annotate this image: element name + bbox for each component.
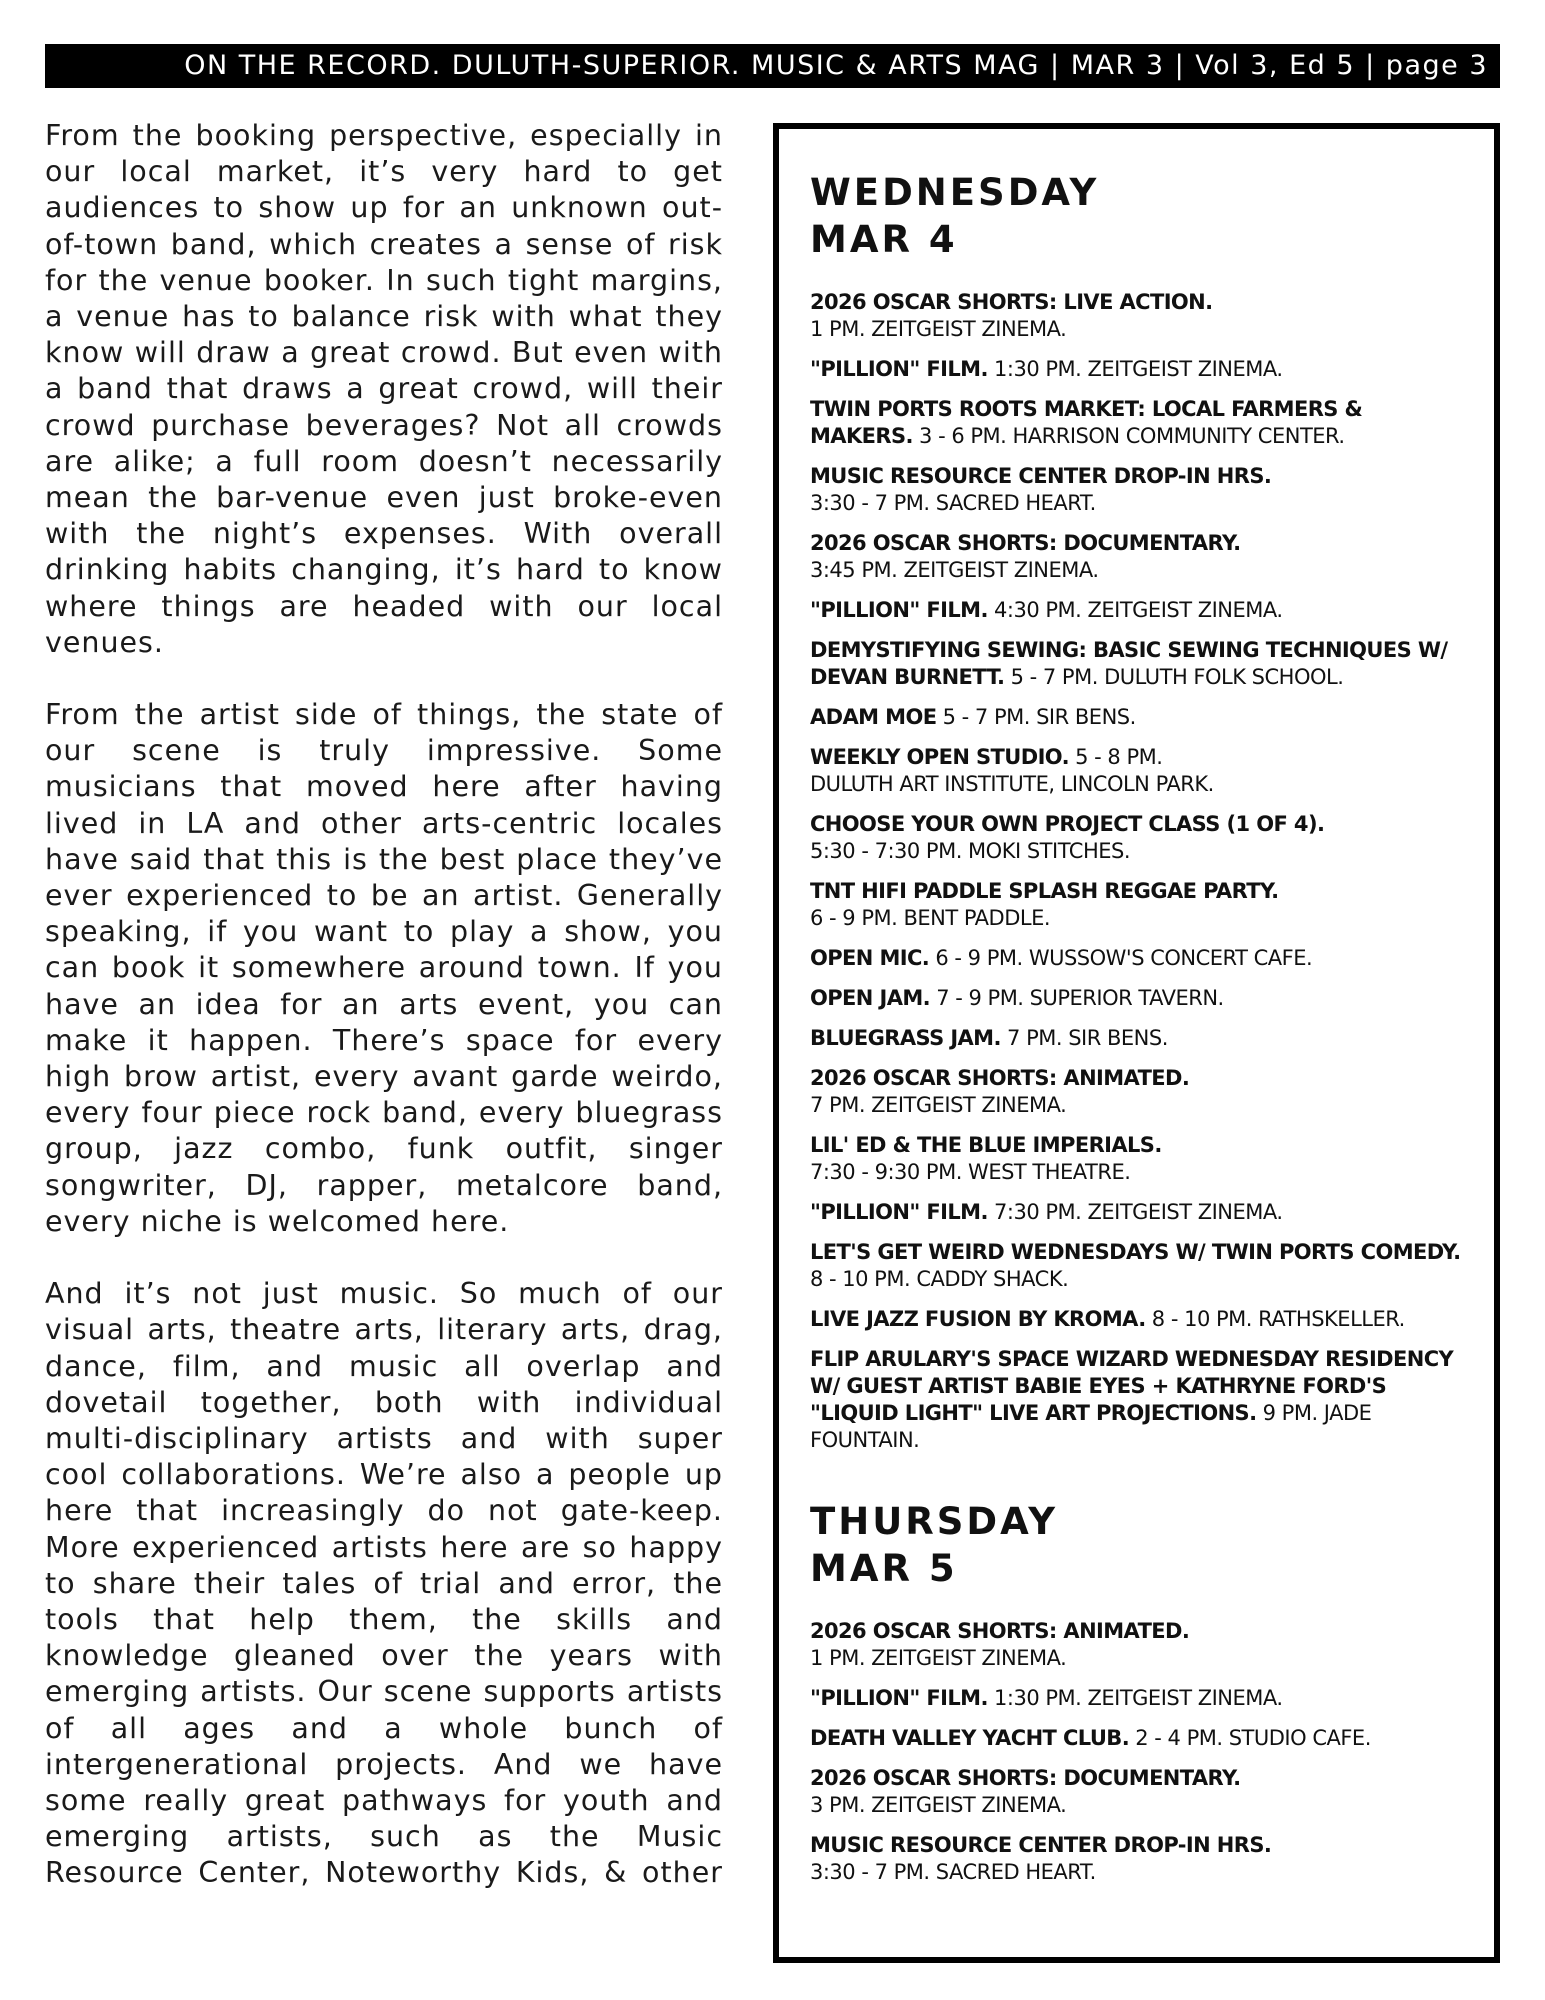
event-title: ADAM MOE (810, 705, 937, 729)
event-listing (810, 1618, 1464, 1672)
event-detail: 5 - 7 PM. DULUTH FOLK SCHOOL. (1010, 665, 1344, 689)
event-detail: 5:30 - 7:30 PM. MOKI STITCHES. (810, 839, 1131, 863)
day-date: MAR 5 (810, 1547, 958, 1590)
event-title: OPEN MIC. (810, 946, 930, 970)
event-listing (810, 530, 1464, 584)
event-detail: 7:30 PM. ZEITGEIST ZINEMA. (994, 1200, 1283, 1224)
event-title: WEEKLY OPEN STUDIO. (810, 745, 1069, 769)
event-listing (810, 1199, 1464, 1226)
event-detail: 7 - 9 PM. SUPERIOR TAVERN. (936, 986, 1224, 1010)
event-title: FLIP ARULARY'S SPACE WIZARD WEDNESDAY RESIDENCY W/ GUEST ARTIST BABIE EYES + KATHRYNE FORD'S "LIQUID LIGHT" LIVE ART PROJECTIONS. (810, 1347, 1454, 1425)
event-listing (810, 1025, 1464, 1052)
event-title: DEMYSTIFYING SEWING: BASIC SEWING TECHNIQUES W/ DEVAN BURNETT. (810, 638, 1448, 689)
event-listing (810, 1765, 1464, 1819)
event-title: MUSIC RESOURCE CENTER DROP-IN HRS. (810, 464, 1272, 488)
event-detail: 1 PM. ZEITGEIST ZINEMA. (810, 317, 1067, 341)
event-title: BLUEGRASS JAM. (810, 1026, 1001, 1050)
event-title: "PILLION" FILM. (810, 1200, 988, 1224)
article-paragraph-3: And it’s not just music. So much of our visual arts, theatre arts, literary arts, drag, dance, film, and music all overlap and dovetail together, both with individual multi-disciplinary artists and with super cool collaborations. We’re also a people up here that increasingly do not gate-keep. More experienced artists here are so happy to share their tales of trial and error, the tools that help them, the skills and knowledge gleaned over the years with emerging artists. Our scene supports artists of all ages and a whole bunch of intergenerational projects. And we have some really great pathways for youth and emerging artists, such as the Music Resource Center, Noteworthy Kids, & other (45, 1277, 723, 1890)
event-title: 2026 OSCAR SHORTS: LIVE ACTION. (810, 290, 1213, 314)
event-detail: 3:45 PM. ZEITGEIST ZINEMA. (810, 558, 1099, 582)
event-detail: 7 PM. SIR BENS. (1007, 1026, 1168, 1050)
event-listing (810, 396, 1464, 450)
event-listing (810, 1306, 1464, 1333)
day-date: MAR 4 (810, 218, 958, 261)
event-title: LET'S GET WEIRD WEDNESDAYS W/ TWIN PORTS COMEDY. (810, 1240, 1461, 1264)
event-detail: 3:30 - 7 PM. SACRED HEART. (810, 1860, 1096, 1884)
event-listing (810, 744, 1464, 798)
event-listing (810, 597, 1464, 624)
event-listing (810, 878, 1464, 932)
event-listing (810, 1725, 1464, 1752)
event-detail: 4:30 PM. ZEITGEIST ZINEMA. (994, 598, 1283, 622)
event-detail: 3:30 - 7 PM. SACRED HEART. (810, 491, 1096, 515)
event-detail: 5 - 7 PM. SIR BENS. (942, 705, 1136, 729)
event-detail: 1:30 PM. ZEITGEIST ZINEMA. (994, 1686, 1283, 1710)
event-detail: 1 PM. ZEITGEIST ZINEMA. (810, 1646, 1067, 1670)
event-detail: 7 PM. ZEITGEIST ZINEMA. (810, 1093, 1067, 1117)
event-listing (810, 1132, 1464, 1186)
event-listing (810, 1685, 1464, 1712)
event-detail: 7:30 - 9:30 PM. WEST THEATRE. (810, 1160, 1131, 1184)
event-title: CHOOSE YOUR OWN PROJECT CLASS (1 OF 4). (810, 812, 1325, 836)
event-location: DULUTH ART INSTITUTE, LINCOLN PARK. (810, 772, 1214, 796)
day-weekday: THURSDAY (810, 1500, 1058, 1543)
event-detail: 5 - 8 PM. (1075, 745, 1163, 769)
event-title: MUSIC RESOURCE CENTER DROP-IN HRS. (810, 1833, 1272, 1857)
event-detail: 6 - 9 PM. WUSSOW'S CONCERT CAFE. (935, 946, 1313, 970)
article-paragraph-1: From the booking perspective, especially in our local market, it’s very hard to get audiences to show up for an unknown out-of-town band, which creates a sense of risk for the venue booker. In such tight margins, a venue has to balance risk with what they know will draw a great crowd. But even with a band that draws a great crowd, will their crowd purchase beverages? Not all crowds are alike; a full room doesn’t necessarily mean the bar-venue even just broke-even with the night’s expenses. With overall drinking habits changing, it’s hard to know where things are headed with our local venues. (45, 119, 723, 659)
event-title: DEATH VALLEY YACHT CLUB. (810, 1726, 1130, 1750)
day-block-thursday (810, 1498, 1464, 1886)
event-title: 2026 OSCAR SHORTS: DOCUMENTARY. (810, 1766, 1241, 1790)
event-listing (810, 1239, 1464, 1293)
article-paragraph-2: From the artist side of things, the state of our scene is truly impressive. Some musicians that moved here after having lived in LA and other arts-centric locales have said that this is the best place they’ve ever experienced to be an artist. Generally speaking, if you want to play a show, you can book it somewhere around town. If you have an idea for an arts event, you can make it happen. There’s space for every high brow artist, every avant garde weirdo, every four piece rock band, every bluegrass group, jazz combo, funk outfit, singer songwriter, DJ, rapper, metalcore band, every niche is welcomed here. (45, 698, 723, 1238)
event-title: LIL' ED & THE BLUE IMPERIALS. (810, 1133, 1162, 1157)
event-title: OPEN JAM. (810, 986, 931, 1010)
event-title: "PILLION" FILM. (810, 1686, 988, 1710)
event-listing (810, 1832, 1464, 1886)
event-title: LIVE JAZZ FUSION BY KROMA. (810, 1307, 1146, 1331)
event-title: 2026 OSCAR SHORTS: DOCUMENTARY. (810, 531, 1241, 555)
event-listing (810, 463, 1464, 517)
event-listing (810, 637, 1464, 691)
day-weekday: WEDNESDAY (810, 171, 1100, 214)
article-column (45, 118, 723, 1928)
event-listing (810, 289, 1464, 343)
masthead-bar: ON THE RECORD. DULUTH-SUPERIOR. MUSIC & ARTS MAG | MAR 3 | Vol 3, Ed 5 | page 3 (45, 44, 1500, 88)
events-calendar-box (773, 123, 1500, 1963)
event-detail: 8 - 10 PM. RATHSKELLER. (1151, 1307, 1405, 1331)
event-detail: 8 - 10 PM. CADDY SHACK. (810, 1267, 1069, 1291)
event-title: "PILLION" FILM. (810, 598, 988, 622)
event-title: 2026 OSCAR SHORTS: ANIMATED. (810, 1066, 1190, 1090)
event-detail: 6 - 9 PM. BENT PADDLE. (810, 906, 1051, 930)
event-listing (810, 356, 1464, 383)
day-heading (810, 169, 1464, 263)
day-block-wednesday (810, 169, 1464, 1454)
event-listing (810, 1065, 1464, 1119)
event-title: "PILLION" FILM. (810, 357, 988, 381)
event-listing (810, 1346, 1464, 1454)
event-detail: 3 PM. ZEITGEIST ZINEMA. (810, 1793, 1067, 1817)
event-title: TNT HIFI PADDLE SPLASH REGGAE PARTY. (810, 879, 1279, 903)
event-detail: 1:30 PM. ZEITGEIST ZINEMA. (994, 357, 1283, 381)
day-heading (810, 1498, 1464, 1592)
calendar-days (810, 169, 1464, 1886)
event-listing (810, 811, 1464, 865)
event-detail: 2 - 4 PM. STUDIO CAFE. (1135, 1726, 1371, 1750)
event-listing (810, 985, 1464, 1012)
event-title: TWIN PORTS ROOTS MARKET: LOCAL FARMERS & MAKERS. (810, 397, 1363, 448)
event-title: 2026 OSCAR SHORTS: ANIMATED. (810, 1619, 1190, 1643)
event-listing (810, 704, 1464, 731)
event-listing (810, 945, 1464, 972)
event-detail: 9 PM. JADE FOUNTAIN. (810, 1401, 1372, 1452)
event-detail: 3 - 6 PM. HARRISON COMMUNITY CENTER. (919, 424, 1345, 448)
